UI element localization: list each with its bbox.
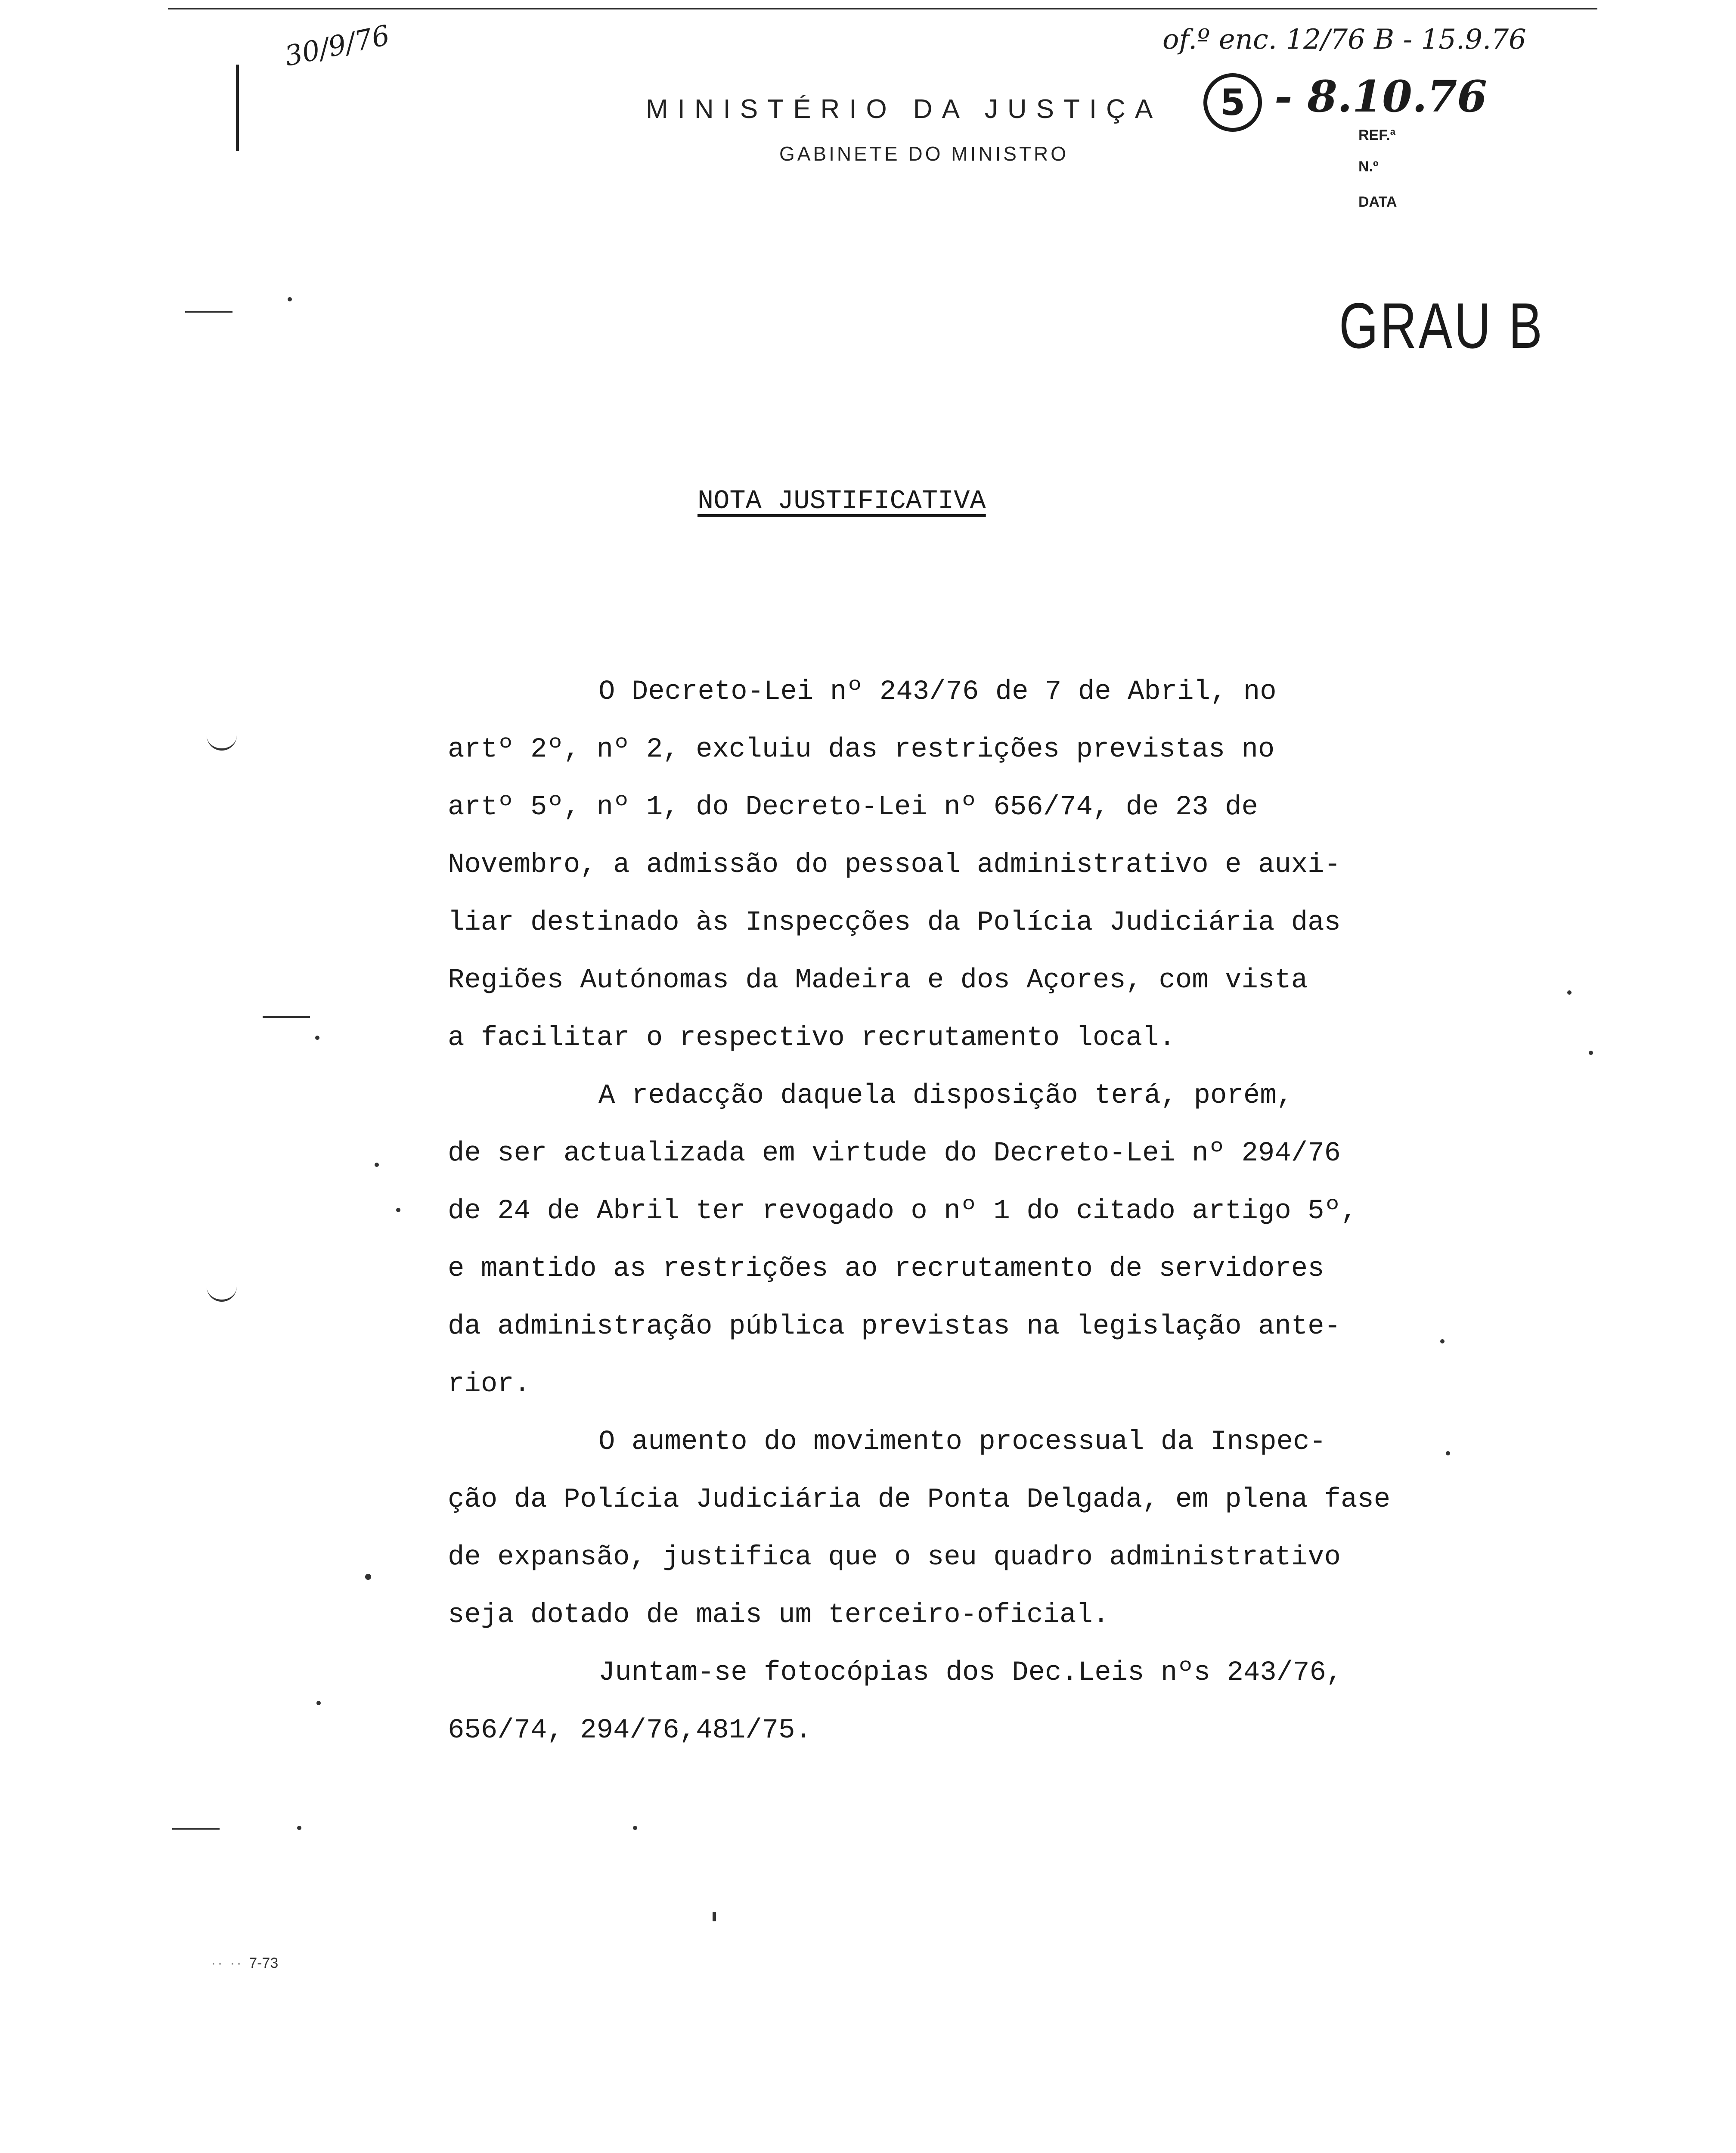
- number-label: N.º: [1358, 158, 1379, 175]
- body-line: de 24 de Abril ter revogado o nº 1 do citado artigo 5º,: [448, 1196, 1358, 1227]
- scan-speck: [1440, 1339, 1445, 1343]
- body-line: artº 5º, nº 1, do Decreto-Lei nº 656/74, de 23 de: [448, 792, 1258, 823]
- handwritten-date-2: - 8.10.76: [1274, 71, 1487, 122]
- body-line: da administração pública previstas na legislação ante-: [448, 1311, 1341, 1342]
- ref-label: REF.ª: [1358, 127, 1396, 143]
- ministry-name: MINISTÉRIO DA JUSTIÇA: [646, 94, 1162, 124]
- handwritten-reference: of.º enc. 12/76 B - 15.9.76: [1162, 24, 1526, 56]
- scan-speck: [297, 1826, 301, 1830]
- document-title: NOTA JUSTIFICATIVA: [698, 486, 986, 516]
- date-label: DATA: [1358, 194, 1397, 210]
- body-line: rior.: [448, 1369, 531, 1400]
- scan-speck: [1446, 1451, 1450, 1455]
- classification-stamp: GRAU B: [1339, 289, 1544, 362]
- footer-form-code: ·· ·· 7-73: [211, 1955, 279, 1971]
- scan-speck: [1589, 1051, 1593, 1055]
- margin-dash: [185, 311, 232, 313]
- scan-speck: [316, 1701, 321, 1705]
- body-line: O aumento do movimento processual da Inspec-: [598, 1427, 1326, 1458]
- scan-speck: [1567, 990, 1572, 995]
- body-line: Regiões Autónomas da Madeira e dos Açores, com vista: [448, 965, 1308, 996]
- body-line: A redacção daquela disposição terá, porém,: [598, 1080, 1293, 1111]
- body-line: seja dotado de mais um terceiro-oficial.: [448, 1600, 1110, 1631]
- scan-speck: [315, 1036, 319, 1040]
- circled-number: 5: [1203, 73, 1262, 132]
- margin-punch-mark: [207, 732, 237, 751]
- body-line: de expansão, justifica que o seu quadro administrativo: [448, 1542, 1341, 1573]
- scan-speck: [713, 1912, 716, 1921]
- handwritten-date: 30/9/76: [282, 19, 393, 73]
- body-line: liar destinado às Inspecções da Polícia Judiciária das: [448, 907, 1341, 938]
- body-line: artº 2º, nº 2, excluiu das restrições previstas no: [448, 734, 1275, 765]
- body-line: a facilitar o respectivo recrutamento local.: [448, 1023, 1175, 1054]
- scan-speck: [365, 1574, 371, 1580]
- scan-speck: [633, 1826, 637, 1830]
- margin-dash: [263, 1016, 310, 1018]
- top-border-line: [168, 8, 1597, 9]
- body-line: O Decreto-Lei nº 243/76 de 7 de Abril, no: [598, 676, 1277, 707]
- body-line: Novembro, a admissão do pessoal administrativo e auxi-: [448, 850, 1341, 881]
- scan-speck: [288, 297, 292, 301]
- body-line: e mantido as restrições ao recrutamento de servidores: [448, 1253, 1324, 1284]
- body-line: de ser actualizada em virtude do Decreto-Lei nº 294/76: [448, 1138, 1341, 1169]
- body-line: ção da Polícia Judiciária de Ponta Delgada, em plena fase: [448, 1484, 1391, 1515]
- margin-dash: [172, 1828, 220, 1830]
- cabinet-name: GABINETE DO MINISTRO: [779, 143, 1069, 165]
- body-line: Juntam-se fotocópias dos Dec.Leis nºs 243/76,: [598, 1657, 1343, 1688]
- left-margin-mark: [236, 65, 239, 151]
- margin-punch-mark: [207, 1283, 237, 1302]
- scan-speck: [375, 1163, 379, 1167]
- scan-speck: [396, 1208, 400, 1212]
- body-line: 656/74, 294/76,481/75.: [448, 1715, 812, 1746]
- document-body: [448, 663, 1464, 1759]
